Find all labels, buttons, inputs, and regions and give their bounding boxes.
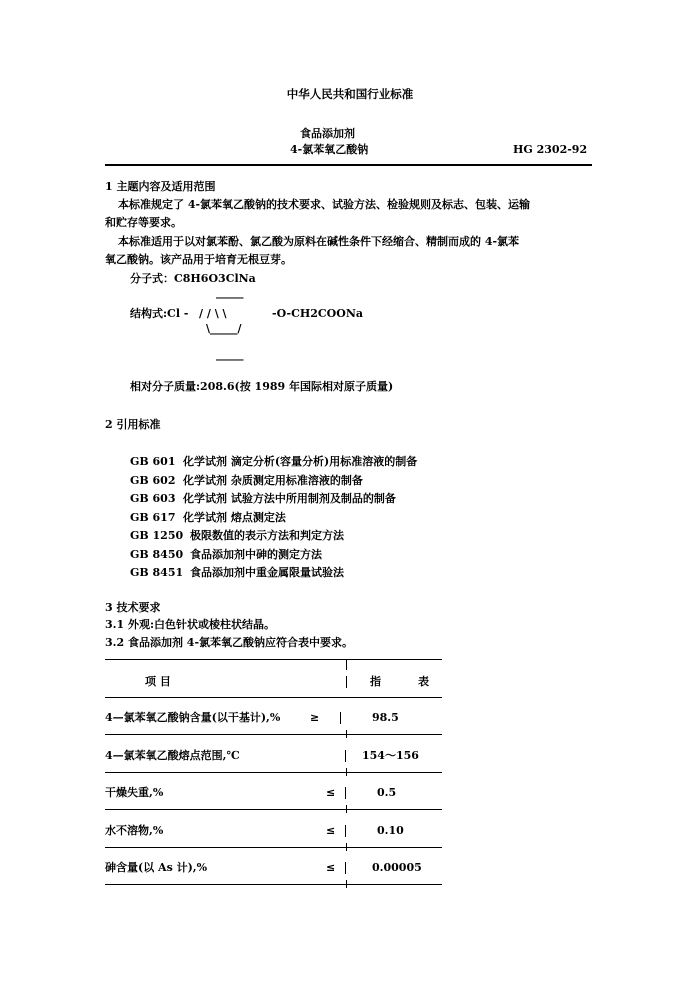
table-column-divider <box>345 825 346 837</box>
section1-paragraph2-line2: 氧乙酸钠。该产品用于培育无根豆芽。 <box>105 253 292 266</box>
reference-code: GB 8450 <box>130 547 184 561</box>
table-header-item: 项 目 <box>145 675 171 688</box>
table-row-item: 砷含量(以 As 计),% <box>105 861 208 874</box>
reference-title: 化学试剂 试验方法中所用制剂及制品的制备 <box>183 492 396 505</box>
table-header-index-b: 表 <box>418 675 429 688</box>
table-row-value: 0.10 <box>377 823 404 837</box>
table-row-value: 98.5 <box>372 711 399 724</box>
section3-2-requirement: 3.2 食品添加剂 4-氯苯氧乙酸钠应符合表中要求。 <box>105 636 354 649</box>
reference-title: 食品添加剂中砷的测定方法 <box>190 547 322 561</box>
table-header-index-a: 指 <box>370 675 381 688</box>
reference-code: GB 1250 <box>130 529 184 542</box>
molecular-weight: 相对分子质量:208.6(按 1989 年国际相对原子质量) <box>130 380 394 393</box>
reference-code: GB 601 <box>130 455 176 468</box>
structure-label: 结构式:Cl - <box>130 307 189 320</box>
table-row-item: 干燥失重,% <box>105 786 164 799</box>
table-rule-junction <box>346 730 347 738</box>
section1-paragraph2-line1: 本标准适用于以对氯苯酚、氯乙酸为原料在碱性条件下经缩合、精制而成的 4-氯苯 <box>118 235 520 248</box>
structure-top-bond: _____ <box>216 286 244 299</box>
structure-ring-lower: \_____/ <box>206 322 242 335</box>
table-row-sign: ≥ <box>310 711 320 724</box>
table-row-value: 0.00005 <box>372 861 422 874</box>
table-row-sign: ≤ <box>326 823 336 837</box>
section1-paragraph1-line1: 本标准规定了 4-氯苯氧乙酸钠的技术要求、试验方法、检验规则及标志、包装、运输 <box>118 198 531 211</box>
section1-paragraph1-line2: 和贮存等要求。 <box>105 216 182 229</box>
reference-title: 化学试剂 杂质测定用标准溶液的制备 <box>183 473 363 487</box>
molecular-formula: 分子式：C8H6O3ClNa <box>130 272 256 285</box>
reference-title: 化学试剂 滴定分析(容量分析)用标准溶液的制备 <box>183 455 418 468</box>
table-column-divider <box>340 712 341 724</box>
table-header-divider <box>346 676 347 688</box>
section2-heading: 2 引用标准 <box>105 418 161 431</box>
reference-code: GB 617 <box>130 510 176 524</box>
table-rule-junction <box>346 768 347 776</box>
table-rule-junction <box>346 805 347 813</box>
structure-ring-upper: / / \ \ <box>199 307 227 320</box>
section3-1-appearance: 3.1 外观:白色针状或棱柱状结晶。 <box>105 618 276 631</box>
table-row-item: 水不溶物,% <box>105 823 164 837</box>
table-column-divider <box>345 787 346 799</box>
reference-code: GB 8451 <box>130 566 184 579</box>
table-top-rule <box>105 659 442 660</box>
table-row-value: 0.5 <box>377 786 397 799</box>
table-row-rule <box>105 772 442 773</box>
reference-title: 极限数值的表示方法和判定方法 <box>190 529 344 542</box>
reference-code: GB 602 <box>130 473 176 487</box>
header-rule <box>105 164 592 166</box>
table-row-item: 4—氯苯氧乙酸钠含量(以干基计),% <box>105 711 281 724</box>
table-rule-junction <box>346 880 347 888</box>
section3-heading: 3 技术要求 <box>105 601 161 614</box>
document-category: 食品添加剂 <box>300 127 355 140</box>
table-row-value: 154～156 <box>362 748 419 762</box>
reference-code: GB 603 <box>130 492 176 505</box>
section1-heading: 1 主题内容及适用范围 <box>105 180 216 193</box>
table-rule-junction <box>346 843 347 851</box>
structure-bottom-bond: _____ <box>216 348 244 361</box>
reference-title: 食品添加剂中重金属限量试验法 <box>190 566 344 579</box>
reference-title: 化学试剂 熔点测定法 <box>183 510 286 524</box>
table-header-tick-top <box>346 660 347 670</box>
table-row-rule <box>105 734 442 735</box>
table-column-divider <box>345 750 346 762</box>
table-row-item: 4—氯苯氧乙酸熔点范围,℃ <box>105 748 240 762</box>
document-product-title: 4-氯苯氧乙酸钠 <box>290 143 369 156</box>
table-row-sign: ≤ <box>326 786 336 799</box>
table-row-sign: ≤ <box>326 861 336 874</box>
table-header-rule <box>105 697 442 698</box>
table-column-divider <box>345 862 346 874</box>
standard-code: HG 2302-92 <box>513 143 588 156</box>
table-row-rule <box>105 847 442 848</box>
table-row-rule <box>105 884 442 885</box>
table-row-rule <box>105 809 442 810</box>
document-org-title: 中华人民共和国行业标准 <box>286 87 414 101</box>
structure-side-group: -O-CH2COONa <box>272 307 364 320</box>
